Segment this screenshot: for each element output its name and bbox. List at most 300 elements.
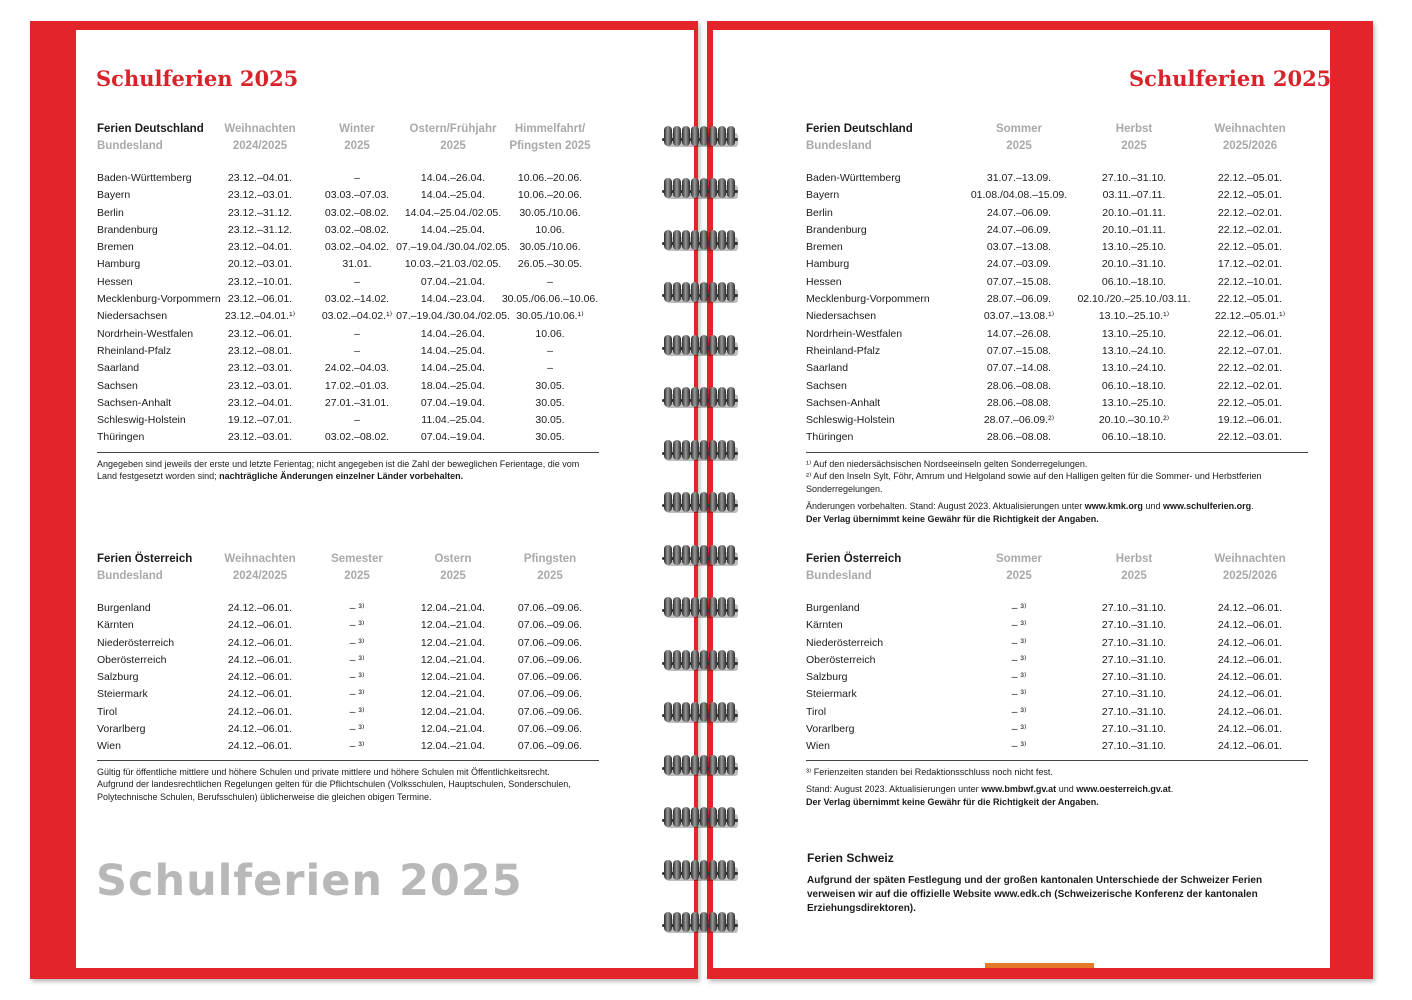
- ring-wire: [718, 912, 726, 932]
- ring-wire: [691, 650, 699, 670]
- date-cell: 28.07.–06.09.: [986, 293, 1052, 306]
- date-cell: 23.12.–03.01.: [227, 379, 293, 392]
- ring-wire: [718, 597, 726, 617]
- date-cell: 22.12.–05.01.: [1217, 396, 1283, 409]
- column-header-line: Ostern: [434, 553, 472, 565]
- ring-wire: [682, 230, 690, 250]
- table-row: [806, 721, 1316, 738]
- state-name: Rheinland-Pfalz: [806, 344, 881, 357]
- column-header: [398, 121, 508, 155]
- table-row: [806, 686, 1316, 703]
- state-name: Burgenland: [806, 602, 860, 614]
- ring-wire: [727, 387, 735, 407]
- date-cell: 23.12.–03.01.: [227, 431, 293, 444]
- state-name: Bayern: [97, 189, 131, 202]
- column-header-line: 2024/2025: [232, 570, 288, 582]
- ring-wire: [682, 650, 690, 670]
- table-row: [806, 239, 1316, 256]
- column-header-line: 2025/2026: [1222, 570, 1278, 582]
- table-body: [806, 600, 1316, 756]
- table-row: [97, 170, 607, 187]
- table-row: [806, 652, 1316, 669]
- table-row: [97, 686, 607, 703]
- date-cell: 27.10.–31.10.: [1101, 671, 1167, 684]
- column-header: [398, 551, 508, 585]
- table-row: [806, 600, 1316, 617]
- date-cell: 06.10.–18.10.: [1101, 379, 1167, 392]
- date-cell: 30.05./10.06.¹⁾: [516, 310, 584, 323]
- ring-wire: [727, 492, 735, 512]
- ring-wire: [691, 807, 699, 827]
- date-cell: 24.12.–06.01.: [1217, 653, 1283, 666]
- table-row: [97, 291, 607, 308]
- column-header-line: Semester: [331, 553, 383, 565]
- header-first-column: [97, 551, 192, 585]
- spiral-ring: [660, 387, 740, 413]
- divider: [806, 452, 1308, 453]
- date-cell: 27.10.–31.10.: [1101, 602, 1167, 614]
- date-cell: 14.04.–23.04.: [420, 293, 486, 306]
- table-row: [97, 738, 607, 755]
- date-cell: –: [547, 275, 553, 288]
- table-subtitle: Bundesland: [97, 140, 163, 152]
- ring-wire: [682, 178, 690, 198]
- table-row: [97, 412, 607, 429]
- column-header: [302, 121, 412, 155]
- date-cell: – ³⁾: [1011, 653, 1027, 666]
- date-cell: 23.12.–06.01.: [227, 293, 293, 306]
- date-cell: 23.12.–03.01.: [227, 362, 293, 375]
- date-cell: – ³⁾: [1011, 688, 1027, 701]
- ring-wire: [727, 126, 735, 146]
- date-cell: 06.10.–18.10.: [1101, 275, 1167, 288]
- header-first-column: [806, 121, 913, 155]
- column-header: [1195, 551, 1305, 585]
- date-cell: 06.10.–18.10.: [1101, 431, 1167, 444]
- date-cell: 07.04.–21.04.: [420, 275, 486, 288]
- ring-wire: [682, 387, 690, 407]
- date-cell: 07.07.–14.08.: [986, 362, 1052, 375]
- ring-wire: [709, 126, 717, 146]
- column-header-line: 2025: [1006, 570, 1032, 582]
- date-cell: 30.05./06.06.–10.06.: [501, 293, 599, 306]
- germany-note-text: Angegeben sind jeweils der erste und letzte Ferientag; nicht angegeben ist die Zahl der beweglichen Ferientage, die vom Land festgesetzt worden sind;: [97, 459, 580, 482]
- date-cell: 24.12.–06.01.: [227, 619, 293, 632]
- ring-wire: [709, 335, 717, 355]
- table-row: [806, 360, 1316, 377]
- date-cell: 12.04.–21.04.: [420, 653, 486, 666]
- ring-wire: [673, 126, 681, 146]
- state-name: Sachsen-Anhalt: [97, 396, 172, 409]
- state-name: Baden-Württemberg: [97, 172, 192, 184]
- date-cell: 30.05./10.06.: [519, 206, 581, 219]
- date-cell: 14.04.–26.04.: [420, 172, 486, 184]
- table-row: [97, 617, 607, 634]
- ring-wire: [700, 440, 708, 460]
- date-cell: 12.04.–21.04.: [420, 688, 486, 701]
- spiral-ring: [660, 230, 740, 256]
- state-name: Berlin: [806, 206, 833, 219]
- date-cell: 22.12.–02.01.: [1217, 379, 1283, 392]
- table-header: [806, 551, 1316, 591]
- date-cell: 12.04.–21.04.: [420, 619, 486, 632]
- date-cell: 20.12.–03.01.: [227, 258, 293, 271]
- ring-wire: [673, 860, 681, 880]
- divider: [806, 760, 1308, 761]
- ring-wire: [727, 755, 735, 775]
- state-name: Niederösterreich: [97, 636, 175, 649]
- page-title-left: Schulferien 2025: [96, 66, 299, 91]
- ring-wire: [709, 860, 717, 880]
- date-cell: 20.10.–01.11.: [1102, 206, 1166, 219]
- column-header: [964, 551, 1074, 585]
- ring-wire: [727, 912, 735, 932]
- column-header: [495, 551, 605, 585]
- ring-wire: [700, 702, 708, 722]
- date-cell: 07.04.–19.04.: [420, 396, 486, 409]
- date-cell: 20.10.–31.10.: [1101, 258, 1167, 271]
- date-cell: 07.07.–15.08.: [986, 275, 1052, 288]
- date-cell: 24.12.–06.01.: [227, 671, 293, 684]
- state-name: Thüringen: [806, 431, 854, 444]
- date-cell: 03.07.–13.08.¹⁾: [983, 310, 1055, 323]
- ring-wire: [709, 650, 717, 670]
- date-cell: 07.06.–09.06.: [517, 671, 583, 684]
- and-word: und: [1058, 784, 1074, 795]
- ring-wire: [700, 282, 708, 302]
- kmk-link[interactable]: www.kmk.org: [1084, 501, 1143, 512]
- date-cell: 07.06.–09.06.: [517, 653, 583, 666]
- date-cell: 14.04.–25.04./02.05.: [404, 206, 502, 219]
- date-cell: 22.12.–07.01.: [1217, 344, 1283, 357]
- column-header: [1079, 551, 1189, 585]
- ring-wire: [727, 335, 735, 355]
- austria-note-line-1: Gültig für öffentliche mittlere und höhere Schulen und private mittlere und höhere Schulen mit Öffentlichkeitsrecht.: [97, 767, 550, 777]
- state-name: Saarland: [806, 362, 849, 375]
- state-name: Saarland: [97, 362, 140, 375]
- date-cell: 07.06.–09.06.: [517, 619, 583, 632]
- date-cell: 30.05./10.06.: [519, 241, 581, 254]
- date-cell: 22.12.–05.01.: [1217, 241, 1283, 254]
- ring-wire: [673, 492, 681, 512]
- spiral-ring: [660, 597, 740, 623]
- date-cell: 24.12.–06.01.: [227, 653, 293, 666]
- date-cell: 07.06.–09.06.: [517, 602, 583, 614]
- ring-wire: [691, 282, 699, 302]
- date-cell: 03.02.–08.02.: [324, 223, 390, 236]
- table-row: [97, 343, 607, 360]
- state-name: Baden-Württemberg: [806, 172, 901, 184]
- date-cell: 14.04.–25.04.: [420, 189, 486, 202]
- date-cell: 23.12.–31.12.: [227, 223, 293, 236]
- date-cell: 28.06.–08.08.: [986, 396, 1052, 409]
- state-name: Brandenburg: [97, 223, 158, 236]
- page-title-right: Schulferien 2025: [1129, 66, 1332, 91]
- date-cell: – ³⁾: [1011, 602, 1027, 614]
- date-cell: 17.12.–02.01.: [1217, 258, 1283, 271]
- date-cell: 24.12.–06.01.: [227, 705, 293, 718]
- austria-holidays-table-part1: [97, 551, 607, 756]
- table-row: [97, 239, 607, 256]
- ring-wire: [664, 178, 672, 198]
- table-row: [97, 378, 607, 395]
- ring-wire: [700, 545, 708, 565]
- date-cell: 22.12.–05.01.: [1217, 189, 1283, 202]
- date-cell: – ³⁾: [1011, 705, 1027, 718]
- oesterreich-link[interactable]: www.oesterreich.gv.at: [1076, 784, 1171, 795]
- table-row: [97, 704, 607, 721]
- ring-wire: [691, 860, 699, 880]
- date-cell: 10.03.–21.03./02.05.: [404, 258, 502, 271]
- date-cell: 10.06.: [535, 327, 565, 340]
- date-cell: 24.12.–06.01.: [227, 740, 293, 753]
- ring-wire: [709, 702, 717, 722]
- ring-wire: [691, 335, 699, 355]
- ring-wire: [691, 440, 699, 460]
- ring-wire: [691, 755, 699, 775]
- date-cell: 22.12.–05.01.¹⁾: [1214, 310, 1286, 323]
- column-header-line: Pfingsten 2025: [509, 140, 591, 152]
- date-cell: 03.02.–08.02.: [324, 206, 390, 219]
- table-subtitle: Bundesland: [806, 570, 872, 582]
- column-header-line: Sommer: [995, 553, 1043, 565]
- column-header-line: 2025/2026: [1222, 140, 1278, 152]
- table-row: [97, 721, 607, 738]
- ring-wire: [718, 492, 726, 512]
- table-body: [97, 170, 607, 447]
- date-cell: 19.12.–06.01.: [1217, 414, 1283, 427]
- austria-holidays-table-part2: [806, 551, 1316, 756]
- date-cell: 27.10.–31.10.: [1101, 636, 1167, 649]
- germany-note: [97, 458, 599, 483]
- ring-wire: [673, 912, 681, 932]
- table-row: [806, 738, 1316, 755]
- date-cell: 07.06.–09.06.: [517, 636, 583, 649]
- date-cell: 07.07.–15.08.: [986, 344, 1052, 357]
- date-cell: 24.12.–06.01.: [227, 723, 293, 736]
- ring-wire: [709, 230, 717, 250]
- date-cell: 07.–19.04./30.04./02.05.: [396, 241, 510, 254]
- column-header-line: Weihnachten: [224, 553, 296, 565]
- date-cell: 23.12.–04.01.: [227, 241, 293, 254]
- austria-footnotes: [806, 766, 1308, 808]
- stand-text: Stand: August 2023. Aktualisierungen unter: [806, 784, 979, 795]
- table-row: [806, 187, 1316, 204]
- spiral-ring: [660, 807, 740, 833]
- divider: [97, 760, 599, 761]
- table-row: [97, 395, 607, 412]
- date-cell: 22.12.–03.01.: [1217, 431, 1283, 444]
- date-cell: 01.08./04.08.–15.09.: [970, 189, 1068, 202]
- date-cell: 24.12.–06.01.: [227, 636, 293, 649]
- column-header-line: 2025: [537, 570, 563, 582]
- ring-wire: [691, 545, 699, 565]
- state-name: Sachsen: [806, 379, 847, 392]
- state-name: Sachsen-Anhalt: [806, 396, 881, 409]
- date-cell: 13.10.–25.10.¹⁾: [1098, 310, 1170, 323]
- table-row: [97, 600, 607, 617]
- ring-wire: [664, 335, 672, 355]
- date-cell: – ³⁾: [349, 705, 365, 718]
- footnote-2: ²⁾ Auf den Inseln Sylt, Föhr, Amrum und Helgoland sowie auf den Halligen gelten für die Sommer- und Herbstferien Sonderregelungen.: [806, 471, 1262, 494]
- date-cell: 07.–19.04./30.04./02.05.: [396, 310, 510, 323]
- ring-wire: [727, 282, 735, 302]
- ring-wire: [718, 702, 726, 722]
- ring-wire: [718, 387, 726, 407]
- state-name: Kärnten: [97, 619, 134, 632]
- date-cell: 24.12.–06.01.: [227, 602, 293, 614]
- ring-wire: [700, 912, 708, 932]
- column-header-line: Winter: [339, 123, 375, 135]
- state-name: Brandenburg: [806, 223, 867, 236]
- table-row: [97, 222, 607, 239]
- ring-wire: [673, 807, 681, 827]
- state-name: Bayern: [806, 189, 840, 202]
- date-cell: –: [354, 327, 360, 340]
- ring-wire: [673, 178, 681, 198]
- date-cell: 22.12.–05.01.: [1217, 293, 1283, 306]
- ring-wire: [682, 440, 690, 460]
- date-cell: 24.07.–03.09.: [986, 258, 1052, 271]
- column-header-line: Himmelfahrt/: [514, 123, 586, 135]
- ring-wire: [709, 912, 717, 932]
- date-cell: 31.01.: [342, 258, 372, 271]
- date-cell: 30.05.: [535, 414, 565, 427]
- date-cell: – ³⁾: [349, 723, 365, 736]
- date-cell: – ³⁾: [1011, 723, 1027, 736]
- table-row: [806, 395, 1316, 412]
- date-cell: 03.02.–08.02.: [324, 431, 390, 444]
- date-cell: 13.10.–25.10.: [1101, 396, 1167, 409]
- state-name: Niedersachsen: [806, 310, 877, 323]
- ring-wire: [709, 440, 717, 460]
- state-name: Niedersachsen: [97, 310, 168, 323]
- ring-wire: [718, 282, 726, 302]
- date-cell: 03.11.–07.11.: [1102, 189, 1166, 202]
- column-header: [1195, 121, 1305, 155]
- table-row: [806, 274, 1316, 291]
- table-header: [806, 121, 1316, 161]
- date-cell: 24.12.–06.01.: [1217, 688, 1283, 701]
- stand-text: Änderungen vorbehalten. Stand: August 2023. Aktualisierungen unter: [806, 501, 1083, 512]
- table-row: [806, 429, 1316, 446]
- ring-wire: [664, 230, 672, 250]
- date-cell: 10.06.–20.06.: [517, 172, 583, 184]
- ring-wire: [673, 650, 681, 670]
- table-row: [806, 222, 1316, 239]
- spiral-ring: [660, 650, 740, 676]
- ring-wire: [664, 282, 672, 302]
- date-cell: 24.12.–06.01.: [1217, 602, 1283, 614]
- austria-note-line-2: Aufgrund der landesrechtlichen Regelungen gelten für die Pflichtschulen (Volksschulen, Hauptschulen, Sonderschulen, Polytechnische Schulen, Berufsschulen) üblicherweise die gleichen obigen Termine.: [97, 779, 571, 802]
- austria-note: [97, 766, 599, 803]
- date-cell: 27.10.–31.10.: [1101, 619, 1167, 632]
- date-cell: – ³⁾: [1011, 619, 1027, 632]
- date-cell: 03.03.–07.03.: [324, 189, 390, 202]
- ring-wire: [691, 597, 699, 617]
- ring-wire: [727, 807, 735, 827]
- state-name: Bremen: [97, 241, 134, 254]
- spiral-ring: [660, 702, 740, 728]
- column-header-line: Sommer: [995, 123, 1043, 135]
- footnote-1: ¹⁾ Auf den niedersächsischen Nordseeinseln gelten Sonderregelungen.: [806, 459, 1088, 469]
- ring-wire: [709, 178, 717, 198]
- date-cell: –: [354, 275, 360, 288]
- table-row: [806, 704, 1316, 721]
- date-cell: 17.02.–01.03.: [324, 379, 390, 392]
- ring-wire: [727, 440, 735, 460]
- divider: [97, 452, 599, 453]
- germany-stand-line: Änderungen vorbehalten. Stand: August 2023. Aktualisierungen unter www.kmk.org und www.schulferien.org.: [806, 501, 1254, 512]
- date-cell: 10.06.–20.06.: [517, 189, 583, 202]
- ring-wire: [691, 702, 699, 722]
- date-cell: 23.12.–04.01.: [227, 172, 293, 184]
- spiral-ring: [660, 126, 740, 152]
- table-title: Ferien Deutschland: [806, 123, 913, 135]
- state-name: Steiermark: [806, 688, 857, 701]
- table-header: [97, 121, 607, 161]
- ring-wire: [700, 335, 708, 355]
- ring-wire: [664, 597, 672, 617]
- column-header-line: 2025: [1006, 140, 1032, 152]
- state-name: Hessen: [97, 275, 133, 288]
- date-cell: 14.04.–25.04.: [420, 344, 486, 357]
- ring-wire: [718, 178, 726, 198]
- date-cell: 14.04.–26.04.: [420, 327, 486, 340]
- ring-wire: [664, 650, 672, 670]
- date-cell: 24.12.–06.01.: [1217, 705, 1283, 718]
- germany-holidays-table-part1: [97, 121, 607, 447]
- switzerland-title: Ferien Schweiz: [807, 851, 894, 865]
- ring-wire: [700, 126, 708, 146]
- table-row: [806, 291, 1316, 308]
- table-body: [97, 600, 607, 756]
- ring-wire: [682, 545, 690, 565]
- date-cell: 13.10.–24.10.: [1101, 362, 1167, 375]
- ring-wire: [700, 178, 708, 198]
- ring-wire: [682, 126, 690, 146]
- state-name: Sachsen: [97, 379, 138, 392]
- ring-wire: [664, 387, 672, 407]
- date-cell: 20.10.–30.10.²⁾: [1098, 414, 1170, 427]
- date-cell: – ³⁾: [349, 636, 365, 649]
- date-cell: 23.12.–31.12.: [227, 206, 293, 219]
- date-cell: 07.06.–09.06.: [517, 688, 583, 701]
- date-cell: 24.02.–04.03.: [324, 362, 390, 375]
- state-name: Bremen: [806, 241, 843, 254]
- spiral-ring: [660, 178, 740, 204]
- ring-wire: [700, 387, 708, 407]
- state-name: Hessen: [806, 275, 842, 288]
- table-row: [806, 343, 1316, 360]
- ring-wire: [700, 597, 708, 617]
- date-cell: 23.12.–10.01.: [227, 275, 293, 288]
- date-cell: 22.12.–02.01.: [1217, 362, 1283, 375]
- date-cell: 22.12.–05.01.: [1217, 172, 1283, 184]
- bmbwf-link[interactable]: www.bmbwf.gv.at: [981, 784, 1057, 795]
- date-cell: 14.04.–25.04.: [420, 362, 486, 375]
- date-cell: 10.06.: [535, 223, 565, 236]
- schulferien-link[interactable]: www.schulferien.org: [1162, 501, 1252, 512]
- germany-footnotes: [806, 458, 1308, 525]
- state-name: Wien: [806, 740, 830, 753]
- column-header-line: Herbst: [1115, 123, 1153, 135]
- date-cell: 24.12.–06.01.: [1217, 619, 1283, 632]
- ring-wire: [664, 492, 672, 512]
- table-row: [97, 360, 607, 377]
- date-cell: 23.12.–06.01.: [227, 327, 293, 340]
- ring-wire: [682, 282, 690, 302]
